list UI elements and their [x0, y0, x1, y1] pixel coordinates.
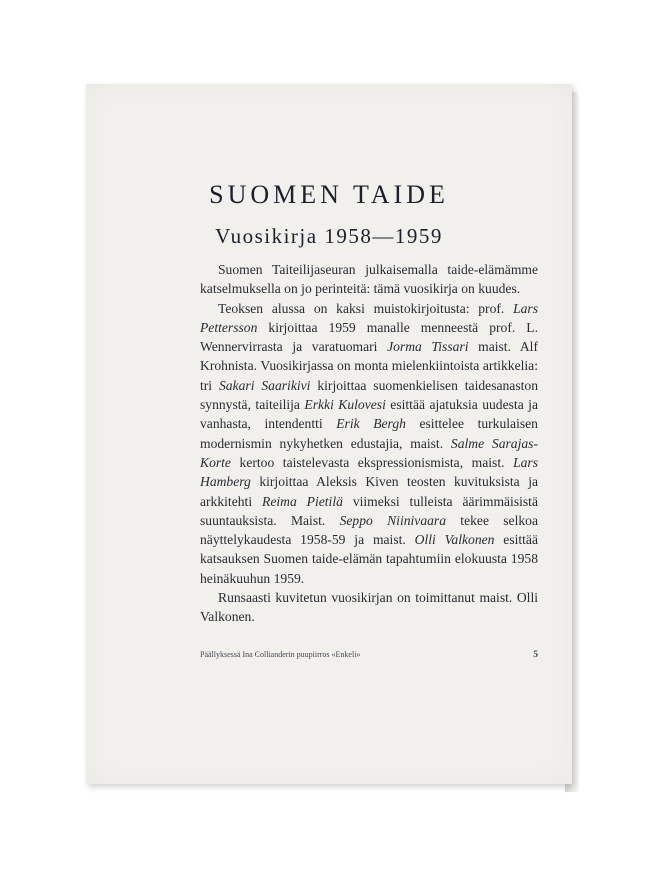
description-text — [200, 260, 538, 627]
text-run: tekee selkoa näyttelykaudesta 1958-59 ja maist. — [200, 512, 538, 548]
text-run: esittelee turkulaisen modernismin nykyhetken edustajia, maist. — [200, 416, 538, 451]
text-run: kirjoittaa suomenkielisen taidesanaston synnystä, taiteilija — [200, 377, 539, 413]
person-name: Lars Hamberg — [200, 454, 538, 490]
person-name: Erkki Kulovesi — [304, 397, 386, 413]
book-back-cover — [86, 84, 572, 784]
text-run: viimeksi tulleista äärimmäisistä suuntauksista. Maist. — [200, 493, 538, 528]
person-name: Reima Pietilä — [262, 493, 343, 509]
text-run: Runsaasti kuvitetun vuosikirjan on toimittanut maist. Olli Valkonen. — [200, 590, 538, 625]
price-number: 5 — [533, 650, 538, 660]
text-run: esittää ajatuksia uudesta ja vanhasta, intendentti — [200, 397, 538, 432]
text-run: maist. Alf Krohnista. Vuosikirjassa on monta mielenkiintoista artikkelia: tri — [200, 339, 538, 393]
body-paragraph — [200, 260, 538, 299]
person-name: Erik Bergh — [336, 416, 406, 432]
person-name: Lars Pettersson — [200, 300, 538, 335]
text-run: Teoksen alussa on kaksi muistokirjoitusta: prof. — [218, 300, 514, 316]
text-run: Suomen Taiteilijaseuran julkaisemalla taide-elämämme katselmuksella on jo perinteitä: tämä vuosikirja on kuudes. — [200, 262, 538, 297]
text-run: esittää katsauksen Suomen taide-elämän tapahtumiin elokuusta 1958 heinäkuuhun 1959. — [200, 532, 539, 586]
cover-credit: Päällyksessä Ina Collianderin puupiirros «Enkeli» — [200, 650, 361, 659]
text-run: kirjoittaa Aleksis Kiven teosten kuvituksista ja arkkitehti — [200, 474, 538, 509]
person-name: Jorma Tissari — [387, 339, 469, 355]
person-name: Sakari Saarikivi — [218, 377, 311, 393]
person-name: Olli Valkonen — [414, 532, 495, 548]
body-paragraph — [200, 588, 538, 627]
cover-footer — [200, 650, 538, 660]
person-name: Salme Sarajas-Korte — [200, 435, 538, 470]
text-run: kirjoittaa 1959 manalle menneestä prof. L. Wennervirrasta ja varatuomari — [200, 319, 538, 355]
book-subtitle: Vuosikirja 1958—1959 — [215, 224, 443, 248]
body-paragraph — [200, 299, 538, 588]
text-run: kertoo taistelevasta ekspressionismista, maist. — [230, 454, 514, 470]
book-title: SUOMEN TAIDE — [209, 180, 449, 209]
person-name: Seppo Niinivaara — [339, 512, 447, 528]
